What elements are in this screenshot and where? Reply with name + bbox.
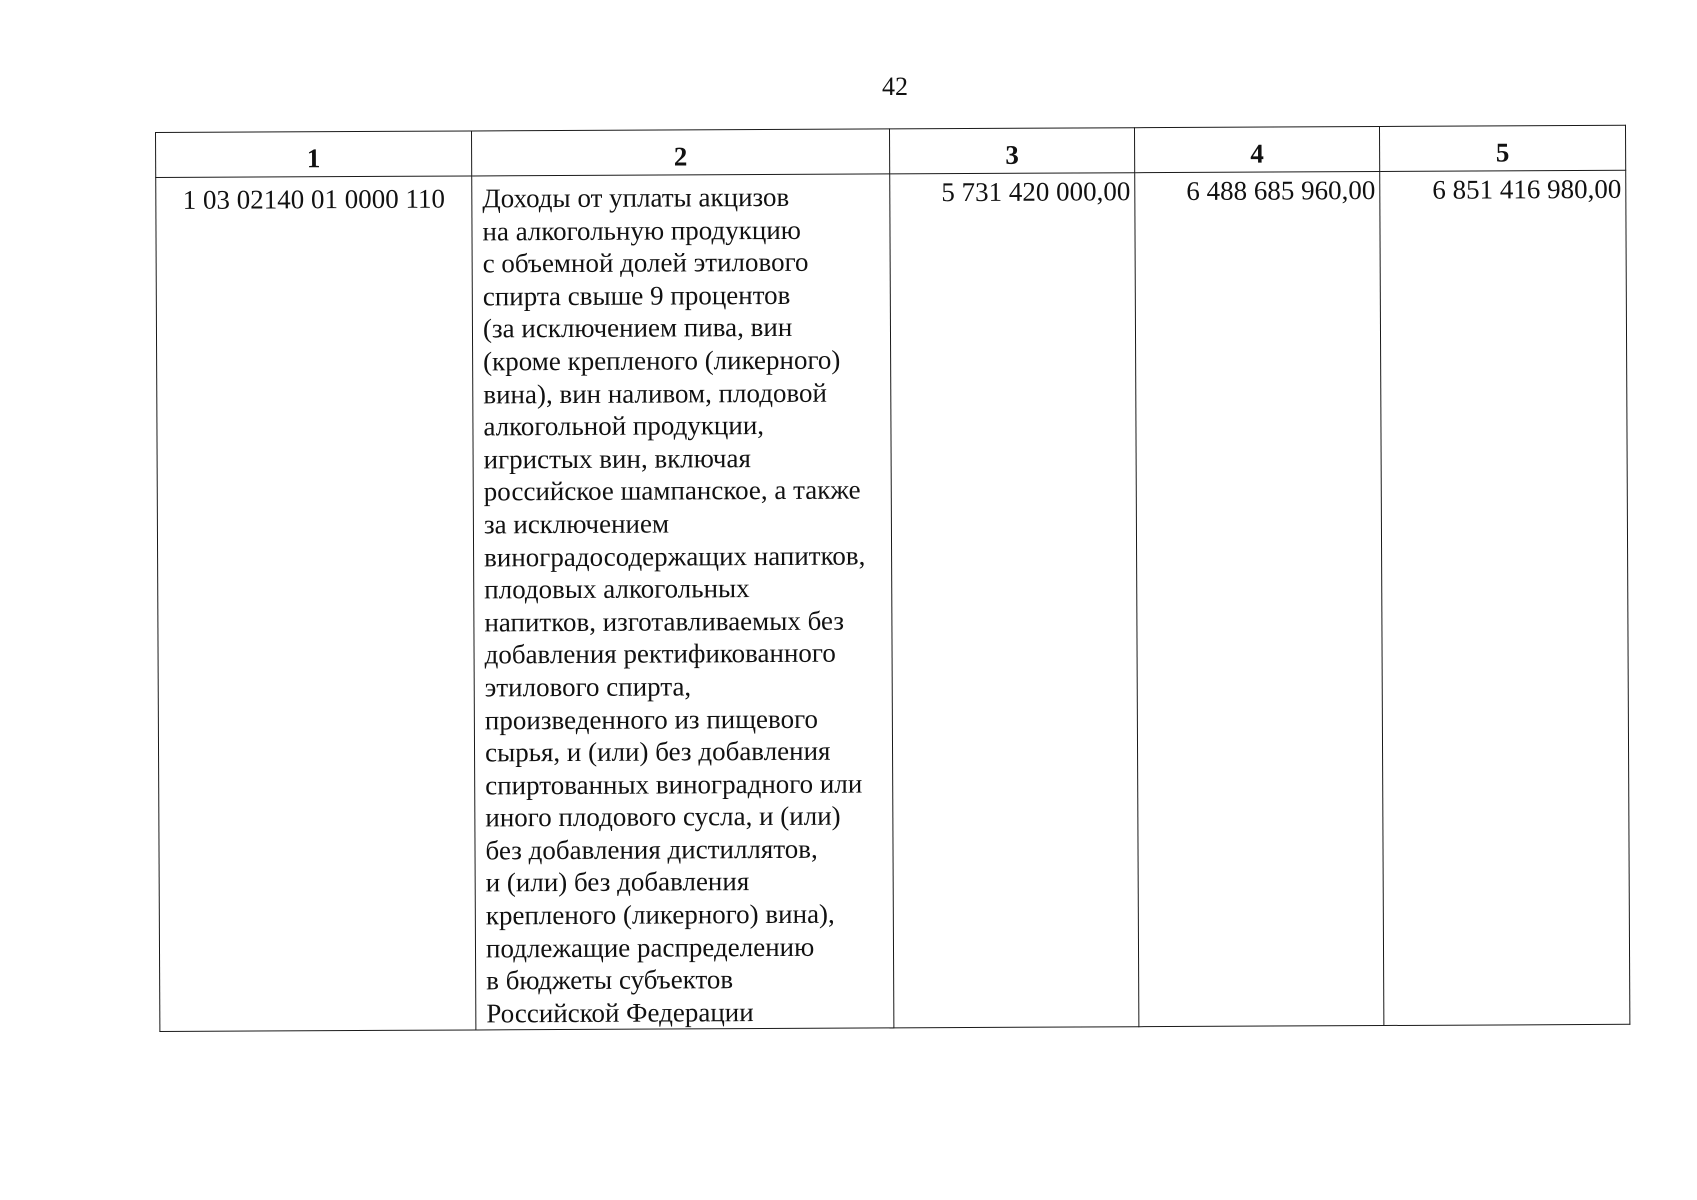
description-line: иного плодового сусла, и (или) <box>485 800 841 833</box>
description-line: игристых вин, включая <box>483 442 751 475</box>
description-line: этилового спирта, <box>484 671 692 703</box>
description-line: на алкогольную продукцию <box>482 214 801 246</box>
description-line: напитков, изготавливаемых без <box>484 605 845 638</box>
description-line: плодовых алкогольных <box>484 573 750 605</box>
description-line: подлежащие распределению <box>485 931 815 964</box>
description-line: произведенного из пищевого <box>484 703 819 735</box>
description-line: спирта свыше 9 процентов <box>482 279 791 312</box>
description-line: добавления ректификованного <box>484 637 836 670</box>
description-line: виноградосодержащих напитков, <box>484 540 866 572</box>
amount-col-5: 6 851 416 980,00 <box>1380 170 1630 1026</box>
description-line: Доходы от уплаты акцизов <box>482 181 790 214</box>
description-line: крепленого (ликерного) вина), <box>485 898 835 931</box>
description-line: с объемной долей этилового <box>482 246 809 279</box>
header-row <box>156 125 1626 177</box>
description-cell <box>472 174 894 1030</box>
description-line: в бюджеты субъектов <box>486 964 734 996</box>
description-line: (за исключением пива, вин <box>482 312 793 344</box>
header-col-4: 4 <box>1134 127 1379 173</box>
description-line: Российской Федерации <box>486 996 754 1029</box>
description-line: спиртованных виноградного или <box>485 768 863 801</box>
description-line: российское шампанское, а также <box>483 474 861 507</box>
table-row <box>156 170 1630 1032</box>
amount-col-4: 6 488 685 960,00 <box>1135 172 1384 1028</box>
header-col-1: 1 <box>156 131 472 178</box>
header-col-3: 3 <box>889 128 1134 174</box>
amount-col-3: 5 731 420 000,00 <box>890 173 1139 1029</box>
header-col-2: 2 <box>471 129 889 176</box>
description-line: вина), вин наливом, плодовой <box>483 377 828 409</box>
description-line: за исключением <box>483 508 670 540</box>
description-line: алкогольной продукции, <box>483 410 765 442</box>
description-line: сырья, и (или) без добавления <box>484 735 831 768</box>
description-line: (кроме крепленого (ликерного) <box>483 344 841 377</box>
revenue-code-cell: 1 03 02140 01 0000 110 <box>156 176 476 1032</box>
budget-table <box>155 125 1630 1033</box>
header-col-5: 5 <box>1379 125 1625 171</box>
description-line: и (или) без добавления <box>485 866 750 898</box>
description-line: без добавления дистиллятов, <box>485 833 818 866</box>
page-number: 42 <box>882 72 908 101</box>
